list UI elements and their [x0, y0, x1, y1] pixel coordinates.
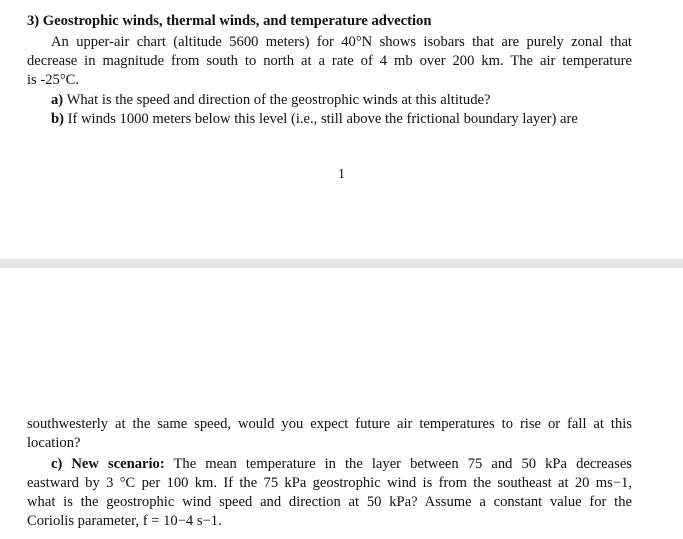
question-b: [51, 111, 632, 128]
intro-line-1: An upper-air chart (altitude 5600 meters) for 40°N shows isobars that are purely zonal that: [51, 34, 632, 50]
question-c-line-4: Coriolis parameter, f = 10−4 s−1.: [27, 513, 222, 529]
question-c-label: c) New scenario:: [51, 456, 165, 472]
question-b-label: b): [51, 111, 64, 127]
question-a-text: What is the speed and direction of the geostrophic winds at this altitude?: [66, 92, 491, 108]
page-separator: [0, 259, 683, 268]
problem-heading: 3) Geostrophic winds, thermal winds, and temperature advection: [27, 13, 432, 29]
continuation-line-1: southwesterly at the same speed, would you expect future air temperatures to rise or fall at this: [27, 416, 632, 432]
question-a: [51, 92, 632, 109]
question-c-line-1: [51, 456, 632, 473]
page-number: 1: [338, 167, 345, 182]
question-b-text: If winds 1000 meters below this level (i.e., still above the frictional boundary layer) are: [67, 111, 578, 127]
page-two: [0, 268, 683, 539]
question-c-line-3: what is the geostrophic wind speed and direction at 50 kPa? Assume a constant value for the: [27, 494, 632, 510]
continuation-line-2: location?: [27, 435, 81, 451]
intro-line-3: is -25°C.: [27, 72, 80, 88]
question-c-line-2: eastward by 3 °C per 100 km. If the 75 kPa geostrophic wind is from the southeast at 20 ms−1,: [27, 475, 632, 491]
intro-line-2: decrease in magnitude from south to north at a rate of 4 mb over 200 km. The air temperature: [27, 53, 632, 69]
question-a-label: a): [51, 92, 64, 108]
page-one: [0, 0, 683, 259]
question-c-text-1: The mean temperature in the layer between 75 and 50 kPa decreases: [173, 456, 632, 472]
